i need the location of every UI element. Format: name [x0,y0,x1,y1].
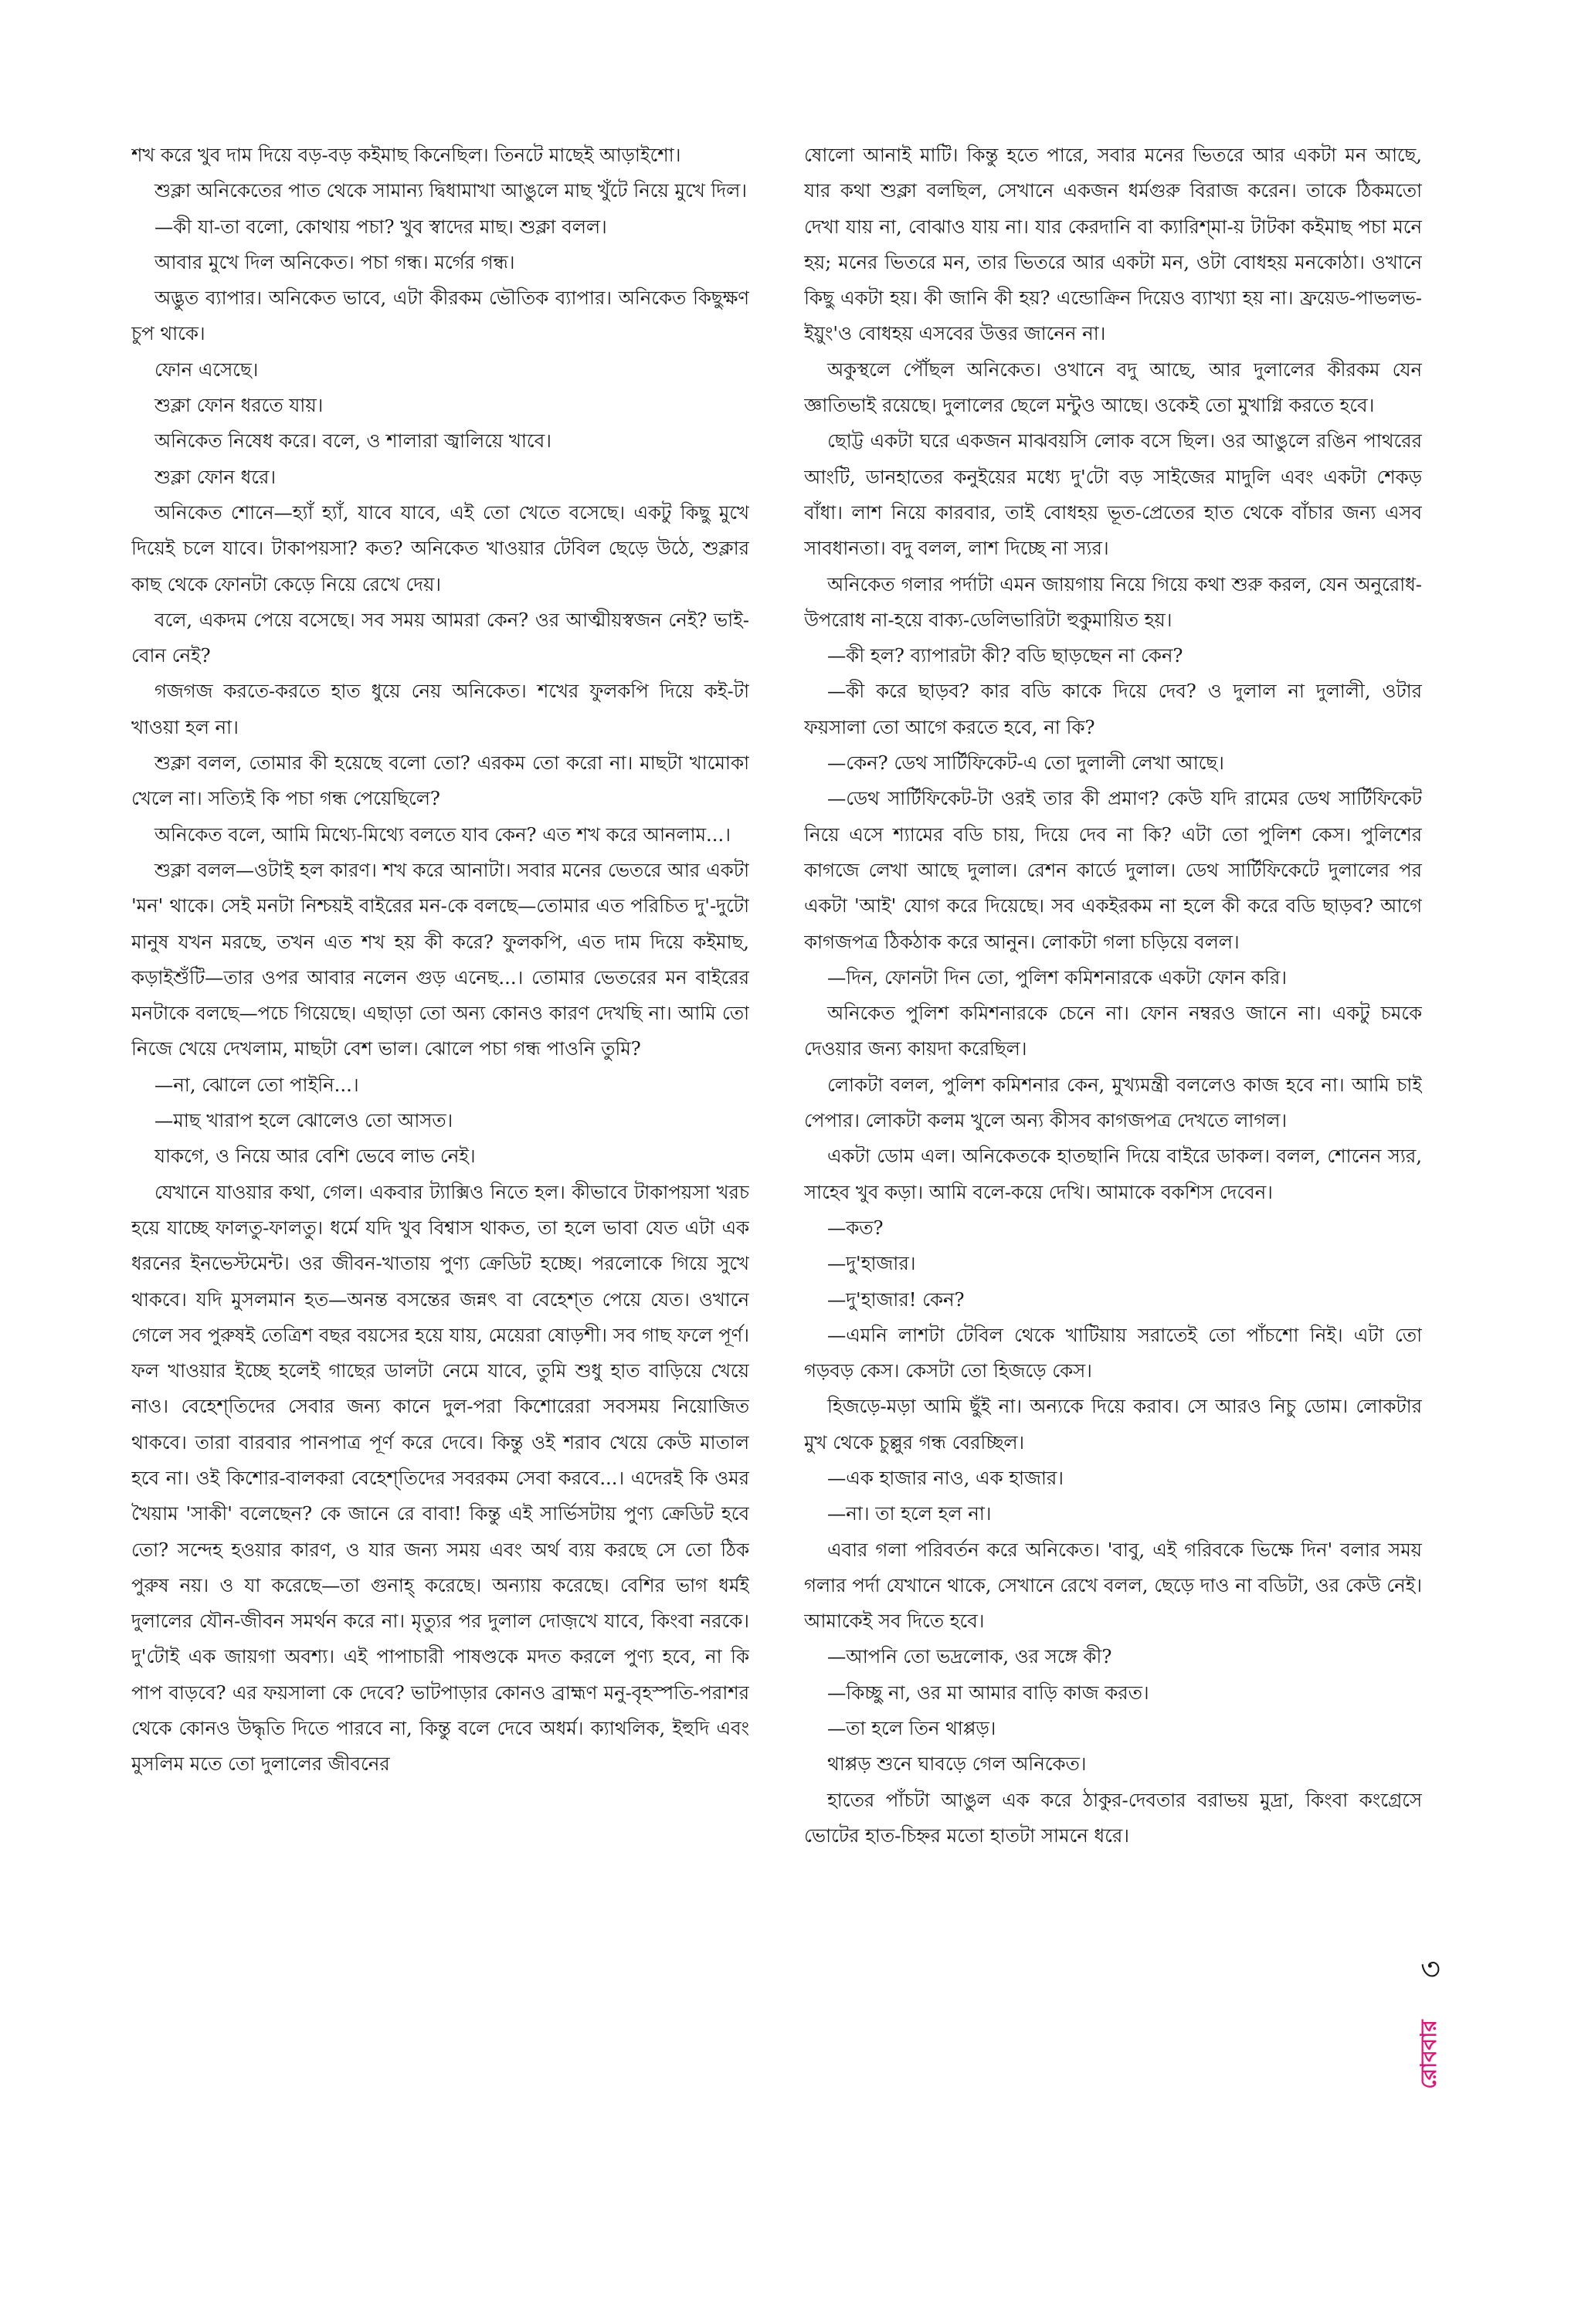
paragraph: ফোন এসেছে। [154,358,259,381]
paragraph: বলে, একদম পেয়ে বসেছে। সব সময় আমরা কেন? ওর আত্মীয়স্বজন নেই? ভাই-বোন নেই? [131,608,749,667]
paragraph: —কী করে ছাড়ব? কার বডি কাকে দিয়ে দেব? ও দুলাল না দুলালী, ওটার ফয়সালা তো আগে করতে হবে, না কি? [804,680,1422,738]
paragraph: অনিকেত পুলিশ কমিশনারকে চেনে না। ফোন নম্বরও জানে না। একটু চমকে দেওয়ার জন্য কায়দা করেছিল। [804,1002,1422,1060]
paragraph: অনিকেত শোনে—হ্যাঁ হ্যাঁ, যাবে যাবে, এই তো খেতে বসেছে। একটু কিছু মুখে দিয়েই চলে যাবে। টাকাপয়সা? কত? অনিকেত খাওয়ার টেবিল ছেড়ে উঠে, শুক্লার কাছ থেকে ফোনটা কেড়ে নিয়ে রেখে দেয়। [131,500,749,595]
paragraph: —কত? [827,1216,884,1239]
paragraph: —তা হলে তিন থাপ্পড়। [827,1717,996,1740]
paragraph: —ডেথ সার্টিফিকেট-টা ওরই তার কী প্রমাণ? কেউ যদি রামের ডেথ সার্টিফিকেট নিয়ে এসে শ্যামের বডি চায়, দিয়ে দেব না কি? এটা তো পুলিশ কেস। পুলিশের কাগজে লেখা আছে দুলাল। রেশন কার্ডে দুলাল। ডেথ সার্টিফিকেটে দুলালের পর একটা 'আই' যোগ করে দিয়েছে। সব একইরকম না হলে কী করে বডি ছাড়ব? আগে কাগজপত্র ঠিকঠাক করে আনুন। লোকটা গলা চড়িয়ে বলল। [804,787,1422,953]
paragraph: অনিকেত নিষেধ করে। বলে, ও শালারা জ্বালিয়ে খাবে। [154,429,551,453]
paragraph: —দু'হাজার। [827,1252,916,1275]
paragraph: যেখানে যাওয়ার কথা, গেল। একবার ট্যাক্সিও নিতে হল। কীভাবে টাকাপয়সা খরচ হয়ে যাচ্ছে ফালতু-ফালতু। ধর্মে যদি খুব বিশ্বাস থাকত, তা হলে ভাবা যেত এটা এক ধরনের ইনভেস্টমেন্ট। ওর জীবন-খাতায় পুণ্য ক্রেডিট হচ্ছে। পরলোকে গিয়ে সুখে থাকবে। যদি মুসলমান হত—অনন্ত বসন্তের জন্নৎ বা বেহেশ্‌ত পেয়ে যেত। ওখানে গেলে সব পুরুষই তেত্রিশ বছর বয়সের হয়ে যায়, মেয়েরা ষোড়শী। সব গাছ ফলে পূর্ণ। ফল খাওয়ার ইচ্ছে হলেই গাছের ডালটা নেমে যাবে, তুমি শুধু হাত বাড়িয়ে খেয়ে নাও। বেহেশ্‌তিদের সেবার জন্য কানে দুল-পরা কিশোরেরা সবসময় নিয়োজিত থাকবে। তারা বারবার পানপাত্র পূর্ণ করে দেবে। কিন্তু ওই শরাব খেয়ে কেউ মাতাল হবে না। ওই কিশোর-বালকরা বেহেশ্‌তিদের সবরকম সেবা করবে...। এদেরই কি ওমর খৈয়াম 'সাকী' বলেছেন? কে জানে রে বাবা! কিন্তু এই সার্ভিসটায় পুণ্য ক্রেডিট হবে তো? সন্দেহ হওয়ার কারণ, ও যার জন্য সময় এবং অর্থ ব্যয় করছে সে তো ঠিক পুরুষ নয়। ও যা করেছে—তা গুনাহ্ করেছে। অন্যায় করেছে। বেশির ভাগ ধর্মই দুলালের যৌন-জীবন সমর্থন করে না। মৃত্যুর পর দুলাল দোজ়খে যাবে, কিংবা নরকে। দু'টোই এক জায়গা অবশ্য। এই পাপাচারী পাষণ্ডকে মদত করলে পুণ্য হবে, না কি পাপ বাড়বে? এর ফয়সালা কে দেবে? ভাটপাড়ার কোনও ব্রাহ্মণ মনু-বৃহস্পতি-পরাশর থেকে কোনও উদ্ধৃতি দিতে পারবে না, কিন্তু বলে দেবে অধর্ম। ক্যাথলিক, ইহুদি এবং মুসলিম মতে তো দুলালের জীবনের [131,1180,749,1776]
paragraph: শুক্লা ফোন ধরতে যায়। [154,394,324,417]
paragraph: —আপনি তো ভদ্রলোক, ওর সঙ্গে কী? [827,1645,1112,1668]
paragraph: হিজড়ে-মড়া আমি ছুঁই না। অন্যকে দিয়ে করাব। সে আরও নিচু ডোম। লোকটার মুখ থেকে চুল্লুর গন্ধ বেরচ্ছিল। [804,1395,1422,1454]
paragraph: অনিকেত বলে, আমি মিথ্যে-মিথ্যে বলতে যাব কেন? এত শখ করে আনলাম...। [154,823,731,846]
paragraph: —কেন? ডেথ সার্টিফিকেট-এ তো দুলালী লেখা আছে। [827,751,1224,775]
paragraph: —কিচ্ছু না, ওর মা আমার বাড়ি কাজ করত। [827,1681,1149,1704]
paragraph: —কী যা-তা বলো, কোথায় পচা? খুব স্বাদের মাছ। শুক্লা বলল। [154,215,607,238]
magazine-name: রোববার [1416,2020,1441,2089]
paragraph: শুক্লা অনিকেতের পাত থেকে সামান্য দ্বিধামাখা আঙুলে মাছ খুঁটে নিয়ে মুখে দিল। [154,179,747,202]
paragraph: হাতের পাঁচটা আঙুল এক করে ঠাকুর-দেবতার বরাভয় মুদ্রা, কিংবা কংগ্রেসে ভোটের হাত-চিহ্নর মতো হাতটা সামনে ধরে। [804,1788,1422,1847]
paragraph: যাকগে, ও নিয়ে আর বেশি ভেবে লাভ নেই। [154,1145,476,1168]
paragraph: শুক্লা বলল—ওটাই হল কারণ। শখ করে আনাটা। সবার মনের ভেতরে আর একটা 'মন' থাকে। সেই মনটা নিশ্চয়ই বাইরের মন-কে বলছে—তোমার এত পরিচিত দু'-দুটো মানুষ যখন মরছে, তখন এত শখ হয় কী করে? ফুলকপি, এত দাম দিয়ে কইমাছ, কড়াইশুঁটি—তার ওপর আবার নলেন গুড় এনেছ...। তোমার ভেতরের মন বাইরের মনটাকে বলছে—পচে গিয়েছে। এছাড়া তো অন্য কোনও কারণ দেখছি না। আমি তো নিজে খেয়ে দেখলাম, মাছটা বেশ ভাল। ঝোলে পচা গন্ধ পাওনি তুমি? [131,858,749,1060]
paragraph: —না, ঝোলে তো পাইনি...। [154,1073,359,1096]
paragraph: —কী হল? ব্যাপারটা কী? বডি ছাড়ছেন না কেন? [827,644,1183,667]
paragraph: অনিকেত গলার পর্দাটা এমন জায়গায় নিয়ে গিয়ে কথা শুরু করল, যেন অনুরোধ-উপরোধ না-হয়ে বাক্য-ডেলিভারিটা হুকুমায়িত হয়। [804,572,1422,631]
paragraph: —না। তা হলে হল না। [827,1502,992,1525]
paragraph: শখ করে খুব দাম দিয়ে বড়-বড় কইমাছ কিনেছিল। তিনটে মাছেই আড়াইশো। [131,144,681,166]
paragraph: এবার গলা পরিবর্তন করে অনিকেত। 'বাবু, এই গরিবকে ভিক্ষে দিন' বলার সময় গলার পর্দা যেখানে থাকে, সেখানে রেখে বলল, ছেড়ে দাও না বডিটা, ওর কেউ নেই। আমাকেই সব দিতে হবে। [804,1538,1422,1633]
right-column [804,137,1422,2146]
page-number: ৩ [1420,1952,1441,1987]
paragraph: শুক্লা ফোন ধরে। [154,465,277,488]
paragraph: অকুস্থলে পৌঁছল অনিকেত। ওখানে বদু আছে, আর দুলালের কীরকম যেন জ্ঞাতিভাই রয়েছে। দুলালের ছেলে মন্টুও আছে। ওকেই তো মুখাগ্নি করতে হবে। [804,358,1422,417]
paragraph: —মাছ খারাপ হলে ঝোলেও তো আসত। [154,1109,453,1132]
paragraph: শুক্লা বলল, তোমার কী হয়েছে বলো তো? এরকম তো করো না। মাছটা খামোকা খেলে না। সত্যিই কি পচা গন্ধ পেয়েছিলে? [131,751,749,810]
paragraph: —এমনি লাশটা টেবিল থেকে খাটিয়ায় সরাতেই তো পাঁচশো নিই। এটা তো গড়বড় কেস। কেসটা তো হিজড়ে কেস। [804,1323,1422,1383]
paragraph: থাপ্পড় শুনে ঘাবড়ে গেল অনিকেত। [827,1752,1087,1776]
paragraph: লোকটা বলল, পুলিশ কমিশনার কেন, মুখ্যমন্ত্রী বললেও কাজ হবে না। আমি চাই পেপার। লোকটা কলম খুলে অন্য কীসব কাগজপত্র দেখতে লাগল। [804,1073,1422,1132]
paragraph: গজগজ করতে-করতে হাত ধুয়ে নেয় অনিকেত। শখের ফুলকপি দিয়ে কই-টা খাওয়া হল না। [131,680,749,738]
paragraph: আবার মুখে দিল অনিকেত। পচা গন্ধ। মর্গের গন্ধ। [154,250,515,273]
paragraph: —দু'হাজার! কেন? [827,1288,965,1311]
paragraph: ষোলো আনাই মাটি। কিন্তু হতে পারে, সবার মনের ভিতরে আর একটা মন আছে, যার কথা শুক্লা বলছিল, সেখানে একজন ধর্মগুরু বিরাজ করেন। তাকে ঠিকমতো দেখা যায় না, বোঝাও যায় না। যার কেরদানি বা ক্যারিশ্‌মা-য় টাটকা কইমাছ পচা মনে হয়; মনের ভিতরে মন, তার ভিতরে আর একটা মন, ওটা বোধহয় মনকোঠা। ওখানে কিছু একটা হয়। কী জানি কী হয়? এন্ডোক্রিন দিয়েও ব্যাখ্যা হয় না। ফ্রয়েড-পাভলভ-ইয়ুং'ও বোধহয় এসবের উত্তর জানেন না। [804,144,1422,345]
paragraph: —দিন, ফোনটা দিন তো, পুলিশ কমিশনারকে একটা ফোন করি। [827,965,1287,989]
paragraph: একটা ডোম এল। অনিকেতকে হাতছানি দিয়ে বাইরে ডাকল। বলল, শোনেন স্যর, সাহেব খুব কড়া। আমি বলে-কয়ে দেখি। আমাকে বকশিস দেবেন। [804,1145,1422,1203]
paragraph: ছোট্ট একটা ঘরে একজন মাঝবয়সি লোক বসে ছিল। ওর আঙুলে রঙিন পাথরের আংটি, ডানহাতের কনুইয়ের মধ্যে দু'টো বড় সাইজের মাদুলি এবং একটা শেকড় বাঁধা। লাশ নিয়ে কারবার, তাই বোধহয় ভূত-প্রেতের হাত থেকে বাঁচার জন্য এসব সাবধানতা। বদু বলল, লাশ দিচ্ছে না স্যর। [804,429,1422,560]
paragraph: —এক হাজার নাও, এক হাজার। [827,1466,1064,1489]
paragraph: অদ্ভুত ব্যাপার। অনিকেত ভাবে, এটা কীরকম ভৌতিক ব্যাপার। অনিকেত কিছুক্ষণ চুপ থাকে। [131,287,749,345]
left-column [131,137,749,2146]
